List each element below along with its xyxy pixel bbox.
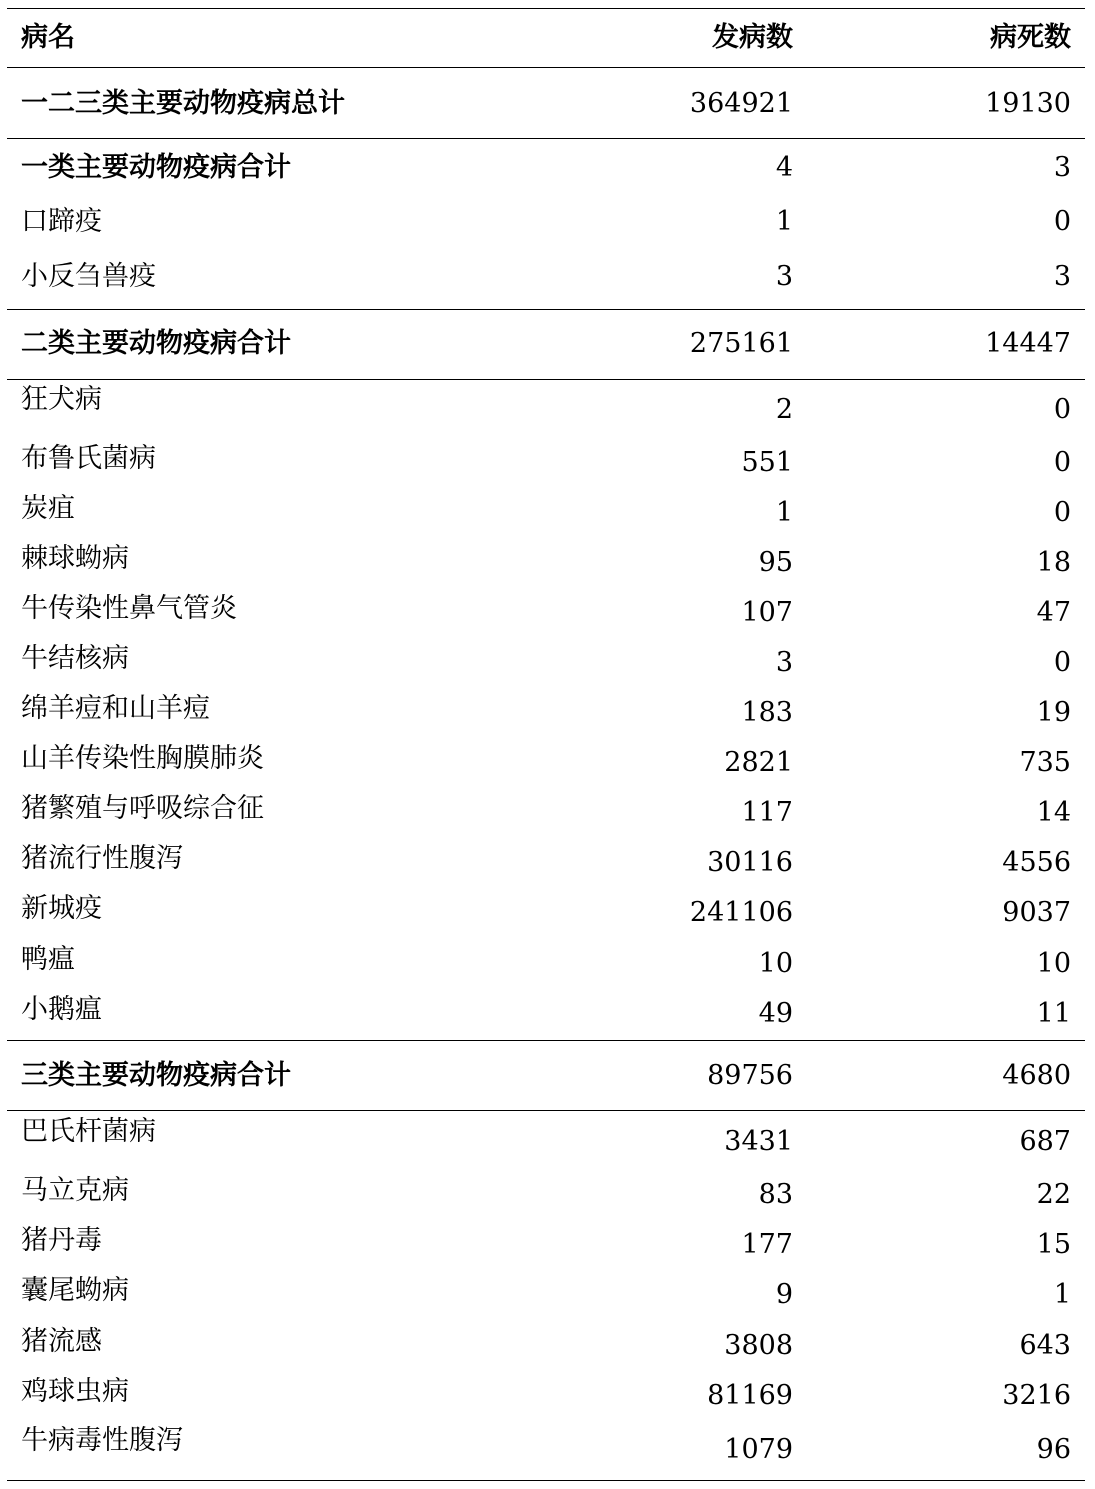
class3-summary-deaths: 4680 [1002,1060,1071,1091]
disease-name: 狂犬病 [21,384,102,415]
disease-name: 布鲁氏菌病 [21,443,156,474]
class1-summary-row [0,148,1095,188]
disease-name: 炭疽 [21,493,75,524]
class2-summary-name: 二类主要动物疫病合计 [21,328,291,359]
cases-value: 1 [775,206,793,237]
class2-summary-row [0,324,1095,364]
table-bottom-rule [7,1480,1085,1481]
deaths-value: 15 [1036,1229,1071,1260]
header-name: 病名 [21,22,75,53]
deaths-value: 18 [1036,547,1071,578]
deaths-value: 3 [1053,261,1071,292]
cases-value: 2 [775,394,793,425]
cases-value: 183 [741,697,793,728]
table-row [0,1222,1095,1262]
deaths-value: 0 [1053,206,1071,237]
table-row [0,991,1095,1031]
disease-name: 巴氏杆菌病 [21,1116,156,1147]
table-row [0,941,1095,981]
class3-summary-row [0,1056,1095,1096]
deaths-value: 0 [1053,447,1071,478]
cases-value: 49 [758,998,793,1029]
class1-summary-cases: 4 [775,152,793,183]
header-cases: 发病数 [712,22,793,53]
disease-name: 囊尾蚴病 [21,1275,129,1306]
cases-value: 3 [775,647,793,678]
cases-value: 10 [758,948,793,979]
table-row [0,790,1095,830]
table-row [0,1116,1095,1156]
table-row [0,740,1095,780]
table-row [0,590,1095,630]
table-row [0,640,1095,680]
deaths-value: 687 [1019,1126,1071,1157]
table-row [0,540,1095,580]
table-row [0,690,1095,730]
table-row [0,1272,1095,1312]
cases-value: 1079 [724,1434,793,1465]
disease-name: 新城疫 [21,893,102,924]
header-deaths: 病死数 [990,22,1071,53]
deaths-value: 10 [1036,948,1071,979]
cases-value: 30116 [707,847,793,878]
table-header-row [0,18,1095,58]
class1-bottom-rule [7,309,1085,310]
class1-summary-name: 一类主要动物疫病合计 [21,152,291,183]
disease-name: 山羊传染性胸膜肺炎 [21,743,264,774]
disease-name: 牛结核病 [21,643,129,674]
deaths-value: 47 [1036,597,1071,628]
class2-summary-cases: 275161 [689,328,793,359]
total-name: 一二三类主要动物疫病总计 [21,88,345,119]
disease-name: 棘球蚴病 [21,543,129,574]
cases-value: 83 [758,1179,793,1210]
class3-summary-name: 三类主要动物疫病合计 [21,1060,291,1091]
deaths-value: 96 [1036,1434,1071,1465]
disease-name: 绵羊痘和山羊痘 [21,693,210,724]
table-row [0,890,1095,930]
table-row [0,440,1095,480]
disease-name: 猪丹毒 [21,1225,102,1256]
table-top-rule [7,8,1085,9]
table-row [0,490,1095,530]
cases-value: 3808 [724,1330,793,1361]
deaths-value: 22 [1036,1179,1071,1210]
deaths-value: 9037 [1002,897,1071,928]
cases-value: 3431 [724,1126,793,1157]
disease-name: 鸡球虫病 [21,1376,129,1407]
table-row [0,1323,1095,1363]
disease-name: 牛病毒性腹泻 [21,1425,183,1456]
disease-name: 牛传染性鼻气管炎 [21,593,237,624]
class2-bottom-rule [7,1040,1085,1041]
deaths-value: 4556 [1002,847,1071,878]
total-bottom-rule [7,138,1085,139]
cases-value: 81169 [707,1380,793,1411]
deaths-value: 3216 [1002,1380,1071,1411]
deaths-value: 0 [1053,497,1071,528]
table-row [0,384,1095,424]
deaths-value: 14 [1036,797,1071,828]
cases-value: 1 [775,497,793,528]
table-row [0,1373,1095,1413]
class2-summary-deaths: 14447 [985,328,1071,359]
table-row [0,202,1095,242]
disease-name: 猪繁殖与呼吸综合征 [21,793,264,824]
total-deaths: 19130 [985,88,1071,119]
table-row [0,840,1095,880]
cases-value: 551 [741,447,793,478]
class1-summary-deaths: 3 [1053,152,1071,183]
deaths-value: 1 [1053,1279,1071,1310]
disease-name: 鸭瘟 [21,944,75,975]
cases-value: 177 [741,1229,793,1260]
disease-name: 马立克病 [21,1175,129,1206]
cases-value: 241106 [689,897,793,928]
cases-value: 117 [741,797,793,828]
table-row [0,1172,1095,1212]
deaths-value: 735 [1019,747,1071,778]
grand-total-row [0,84,1095,124]
table-row [0,1424,1095,1464]
deaths-value: 0 [1053,647,1071,678]
class2-summary-bottom-rule [7,379,1085,380]
deaths-value: 19 [1036,697,1071,728]
cases-value: 3 [775,261,793,292]
disease-name: 猪流行性腹泻 [21,843,183,874]
disease-name: 口蹄疫 [21,206,102,237]
cases-value: 95 [758,547,793,578]
table-row [0,257,1095,297]
disease-name: 猪流感 [21,1326,102,1357]
disease-name: 小反刍兽疫 [21,261,156,292]
cases-value: 107 [741,597,793,628]
deaths-value: 0 [1053,394,1071,425]
disease-name: 小鹅瘟 [21,994,102,1025]
class3-summary-cases: 89756 [707,1060,793,1091]
deaths-value: 11 [1036,998,1071,1029]
cases-value: 2821 [724,747,793,778]
class3-summary-bottom-rule [7,1110,1085,1111]
total-cases: 364921 [689,88,793,119]
header-bottom-rule [7,67,1085,68]
deaths-value: 643 [1019,1330,1071,1361]
cases-value: 9 [775,1279,793,1310]
